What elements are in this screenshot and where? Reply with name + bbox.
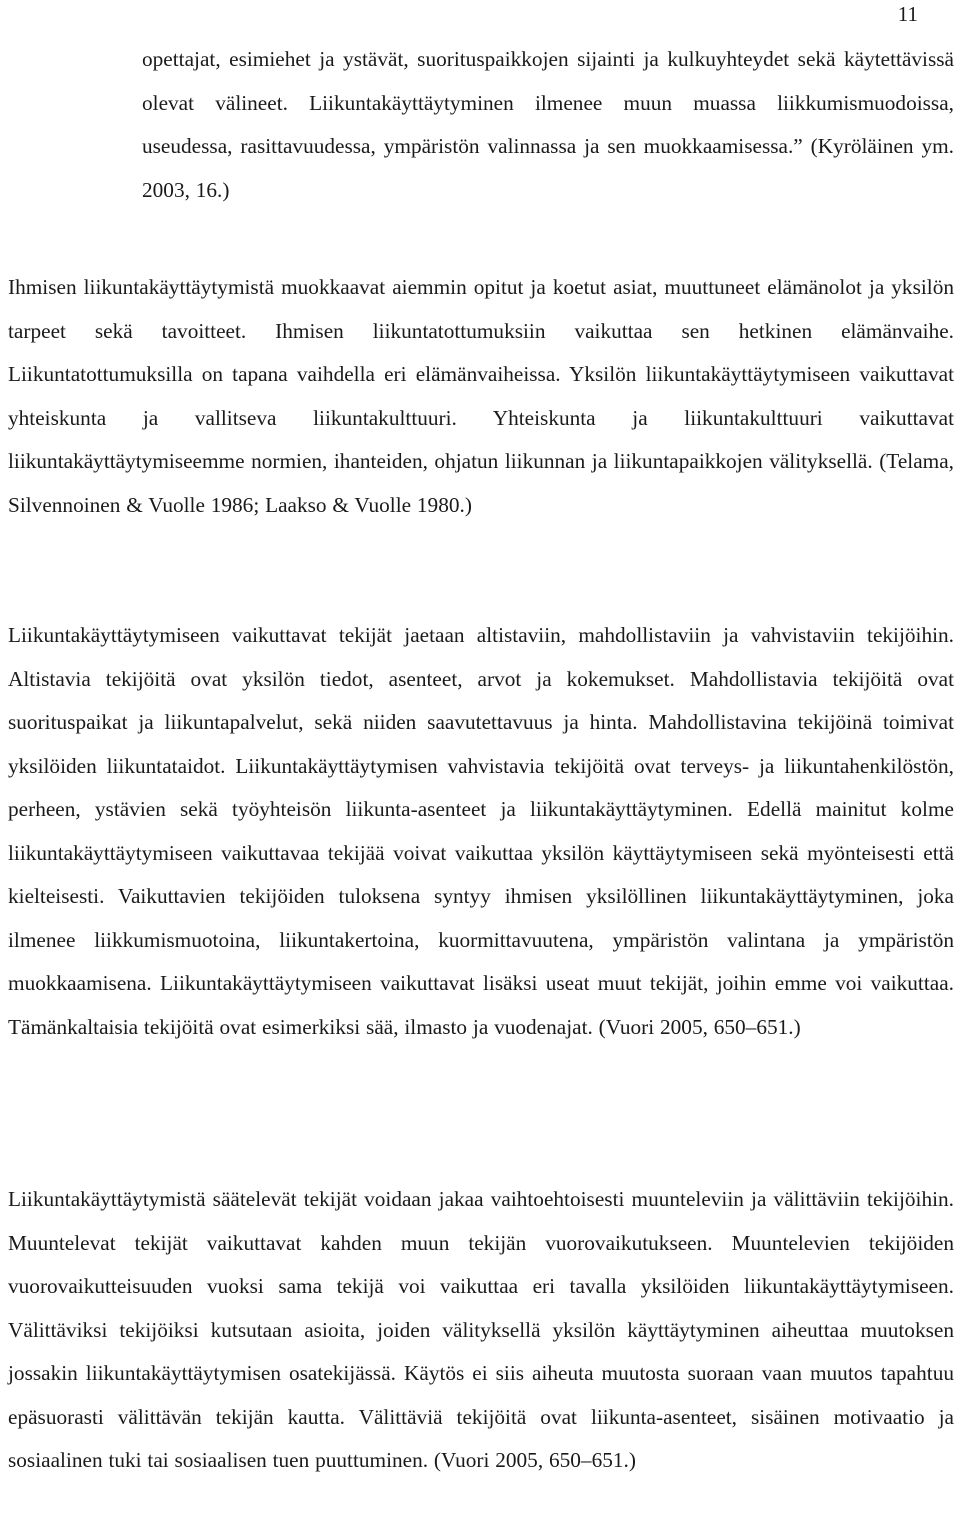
body-paragraph-1: Ihmisen liikuntakäyttäytymistä muokkaavat aiemmin opitut ja koetut asiat, muuttuneet elämänolot ja yksilön tarpeet sekä tavoitteet. Ihmisen liikuntatottumuksiin vaikuttaa sen hetkinen elämänvaihe. Liikuntatottumuksilla on tapana vaihdella eri elämänvaiheissa. Yksilön liikuntakäyttäytymiseen vaikuttavat yhteiskunta ja vallitseva liikuntakulttuuri. Yhteiskunta ja liikuntakulttuuri vaikuttavat liikuntakäyttäytymiseemme normien, ihanteiden, ohjatun liikunnan ja liikuntapaikkojen välityksellä. (Telama, Silvennoinen & Vuolle 1986; Laakso & Vuolle 1980.) [8, 275, 954, 517]
quote-continuation-paragraph: opettajat, esimiehet ja ystävät, suorituspaikkojen sijainti ja kulkuyhteydet sekä käytettävissä olevat välineet. Liikuntakäyttäytyminen ilmenee muun muassa liikkumismuodoissa, useudessa, rasittavuudessa, ympäristön valinnassa ja sen muokkaamisessa.” (Kyröläinen ym. 2003, 16.) [142, 47, 954, 202]
page-number: 11 [897, 2, 918, 26]
body-paragraph-3: Liikuntakäyttäytymistä säätelevät tekijät voidaan jakaa vaihtoehtoisesti muunteleviin ja välittäviin tekijöihin. Muuntelevat tekijät vaikuttavat kahden muun tekijän vuorovaikutukseen. Muuntelevien tekijöiden vuorovaikutteisuuden vuoksi sama tekijä voi vaikuttaa eri tavalla yksilöiden liikuntakäyttäytymiseen. Välittäviksi tekijöiksi kutsutaan asioita, joiden välityksellä yksilön käyttäytyminen aiheuttaa muutoksen jossakin liikuntakäyttäytymisen osatekijässä. Käytös ei siis aiheuta muutosta suoraan vaan muutos tapahtuu epäsuorasti välittävän tekijän kautta. Välittäviä tekijöitä ovat liikunta-asenteet, sisäinen motivaatio ja sosiaalinen tuki tai sosiaalisen tuen puuttuminen. (Vuori 2005, 650–651.) [8, 1187, 954, 1472]
body-paragraph-2: Liikuntakäyttäytymiseen vaikuttavat tekijät jaetaan altistaviin, mahdollistaviin ja vahvistaviin tekijöihin. Altistavia tekijöitä ovat yksilön tiedot, asenteet, arvot ja kokemukset. Mahdollistavia tekijöitä ovat suorituspaikat ja liikuntapalvelut, sekä niiden saavutettavuus ja hinta. Mahdollistavina tekijöinä toimivat yksilöiden liikuntataidot. Liikuntakäyttäytymisen vahvistavia tekijöitä ovat terveys- ja liikuntahenkilöstön, perheen, ystävien sekä työyhteisön liikunta-asenteet ja liikuntakäyttäytyminen. Edellä mainitut kolme liikuntakäyttäytymiseen vaikuttavaa tekijää voivat vaikuttaa yksilön käyttäytymiseen sekä myönteisesti että kielteisesti. Vaikuttavien tekijöiden tuloksena syntyy ihmisen yksilöllinen liikuntakäyttäytyminen, joka ilmenee liikkumismuotoina, liikuntakertoina, kuormittavuutena, ympäristön valintana ja ympäristön muokkaamisena. Liikuntakäyttäytymiseen vaikuttavat lisäksi useat muut tekijät, joihin emme voi vaikuttaa. Tämänkaltaisia tekijöitä ovat esimerkiksi sää, ilmasto ja vuodenajat. (Vuori 2005, 650–651.) [8, 623, 954, 1039]
